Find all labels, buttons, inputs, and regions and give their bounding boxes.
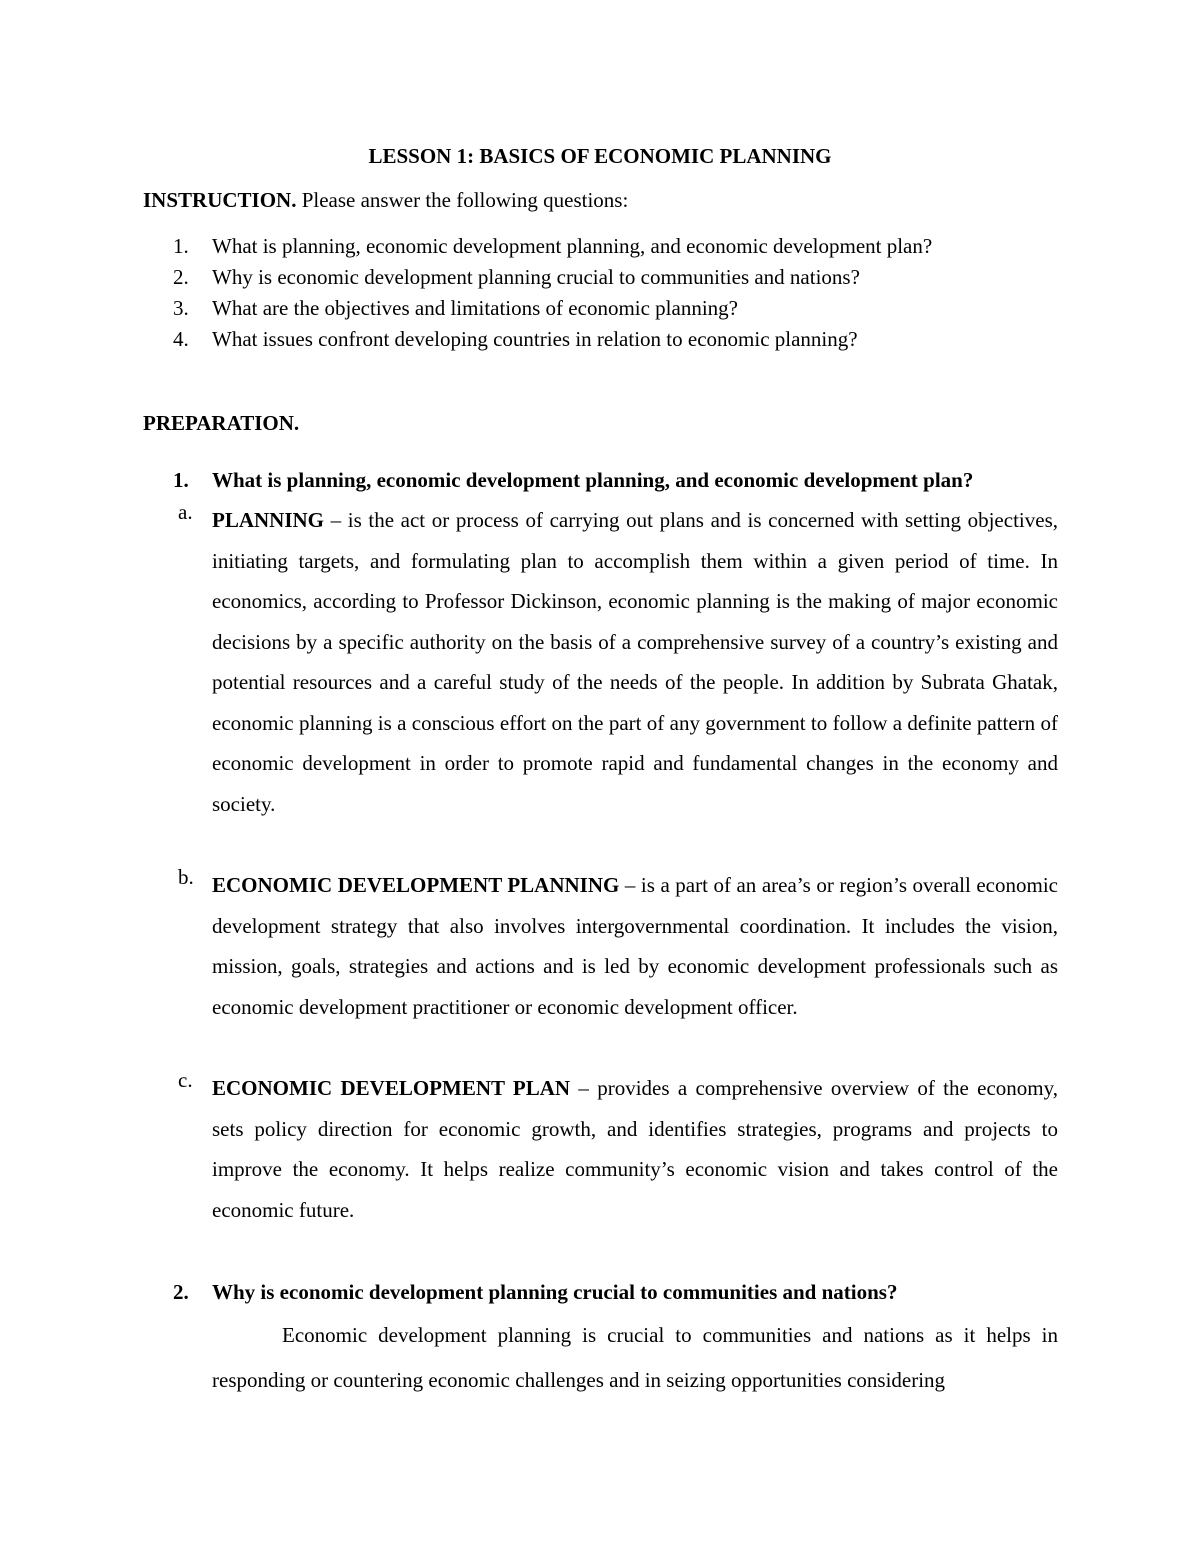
instruction-line	[143, 186, 628, 214]
definition-economic-development-plan	[178, 1068, 1058, 1230]
definition-economic-development-planning	[178, 865, 1058, 1027]
section-2-paragraph: Economic development planning is crucial to communities and nations as it helps in responding or countering economic challenges and in seizing opportunities considering	[212, 1323, 1058, 1392]
definition-text: – is the act or process of carrying out plans and is concerned with setting objectives, initiating targets, and formulating plan to accomplish them within a given period of time. In economics, according to Professor Dickinson, economic planning is the making of major economic decisions by a specific authority on the basis of a comprehensive survey of a country’s existing and potential resources and a careful study of the needs of the people. In addition by Subrata Ghatak, economic planning is a conscious effort on the part of any government to follow a definite pattern of economic development in order to promote rapid and fundamental changes in the economy and society.	[212, 508, 1058, 816]
instruction-label: INSTRUCTION.	[143, 188, 297, 212]
question-text: What is planning, economic development planning, and economic development plan?	[212, 234, 933, 258]
section-number: 1.	[173, 468, 189, 492]
preparation-heading: PREPARATION.	[143, 411, 300, 435]
definition-paragraph	[212, 1068, 1058, 1230]
definition-text: – provides a comprehensive overview of the economy, sets policy direction for economic growth, and identifies strategies, programs and projects to improve the economy. It helps realize community’s economic vision and takes control of the economic future.	[212, 1076, 1058, 1222]
section-title: What is planning, economic development planning, and economic development plan?	[212, 468, 974, 492]
definition-planning	[178, 500, 1058, 824]
question-number: 3.	[173, 296, 189, 320]
question-text: Why is economic development planning crucial to communities and nations?	[212, 265, 860, 289]
section-title: Why is economic development planning crucial to communities and nations?	[212, 1280, 898, 1304]
question-number: 4.	[173, 327, 189, 351]
definition-term: ECONOMIC DEVELOPMENT PLAN	[212, 1076, 571, 1100]
instruction-text: Please answer the following questions:	[296, 188, 629, 212]
definition-term: ECONOMIC DEVELOPMENT PLANNING	[212, 873, 620, 897]
question-text: What are the objectives and limitations of economic planning?	[212, 296, 738, 320]
question-text: What issues confront developing countries in relation to economic planning?	[212, 327, 858, 351]
item-letter: c.	[178, 1068, 193, 1092]
definition-term: PLANNING	[212, 508, 325, 532]
definition-paragraph	[212, 865, 1058, 1027]
definition-text: – is a part of an area’s or region’s overall economic development strategy that also involves intergovernmental coordination. It includes the vision, mission, goals, strategies and actions and is led by economic development professionals such as economic development practitioner or economic development officer.	[212, 873, 1058, 1019]
item-letter: b.	[178, 865, 194, 889]
definition-paragraph	[212, 500, 1058, 824]
question-number: 1.	[173, 234, 189, 258]
lesson-title: LESSON 1: BASICS OF ECONOMIC PLANNING	[368, 144, 832, 168]
section-number: 2.	[173, 1280, 189, 1304]
item-letter: a.	[178, 500, 193, 524]
question-number: 2.	[173, 265, 189, 289]
